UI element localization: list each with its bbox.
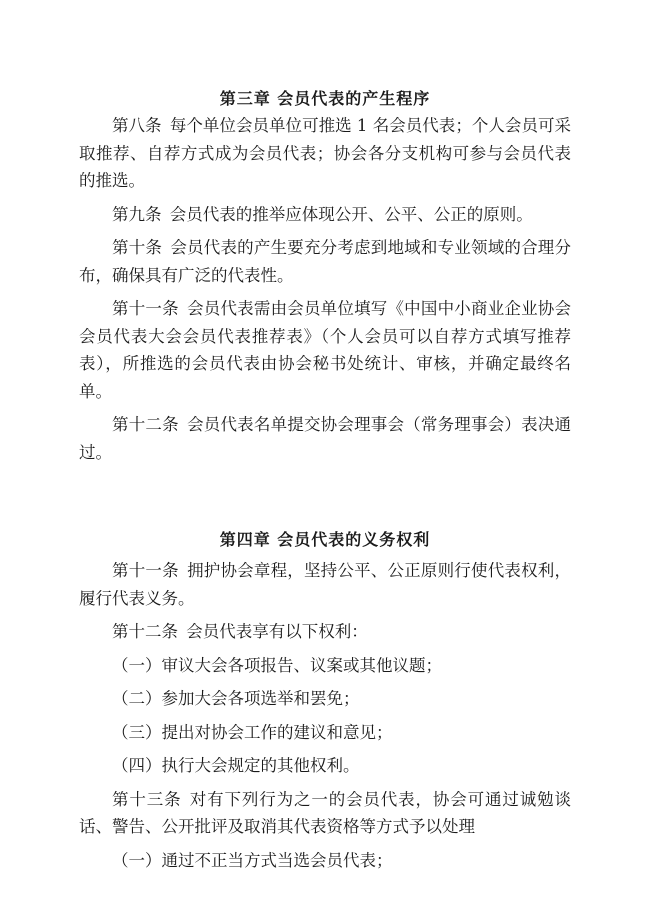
article-text: 会员代表的推举应体现公开、公平、公正的原则。 <box>169 204 533 224</box>
item-text: 执行大会规定的其他权利。 <box>161 756 360 775</box>
chapter-4-title: 第四章 会员代表的义务权利 <box>219 530 431 549</box>
article-text: 会员代表需由会员单位填写《中国中小商业企业协会会员代表大会会员代表推荐表》（个人会员可以自荐方式填写推荐表），所推选的会员代表由协会秘书处统计、审核，并确定最终名单。 <box>79 299 572 401</box>
article-12 <box>79 411 571 466</box>
chapter-4 <box>79 527 571 874</box>
section-spacer <box>79 473 571 527</box>
article-label: 第八条 <box>112 116 162 135</box>
item-text: 审议大会各项报告、议案或其他议题； <box>161 655 442 675</box>
article-10 <box>79 234 571 289</box>
article-label: 第十一条 <box>112 561 179 580</box>
article-text: 会员代表享有以下权利： <box>186 622 368 641</box>
article-9 <box>79 201 571 229</box>
right-item-3 <box>79 719 571 747</box>
item-label: （四） <box>112 756 162 775</box>
article-8 <box>79 112 571 195</box>
article-12-rights <box>79 618 571 646</box>
item-label: （二） <box>112 689 162 708</box>
article-label: 第九条 <box>112 204 162 224</box>
item-text: 参加大会各项选举和罢免； <box>161 689 360 708</box>
chapter-3-title: 第三章 会员代表的产生程序 <box>219 89 431 108</box>
item-text: 提出对协会工作的建议和意见； <box>161 722 393 742</box>
item-label: （一） <box>112 655 162 675</box>
item-text: 通过不正当方式当选会员代表； <box>161 850 393 870</box>
article-label: 第十三条 <box>112 789 182 809</box>
article-label: 第十条 <box>112 238 163 257</box>
article-13 <box>79 786 571 841</box>
article-text: 对有下列行为之一的会员代表，协会可通过诚勉谈话、警告、公开批评及取消其代表资格等方式予以处理 <box>79 789 572 836</box>
chapter-3 <box>79 86 571 466</box>
article-text: 会员代表的产生要充分考虑到地域和专业领域的合理分布，确保具有广泛的代表性。 <box>79 238 572 285</box>
article-11 <box>79 295 571 405</box>
item-label: （三） <box>112 722 162 742</box>
right-item-4 <box>79 752 571 780</box>
article-text: 拥护协会章程，坚持公平、公正原则行使代表权利，履行代表义务。 <box>79 561 572 608</box>
article-11-duty <box>79 557 571 612</box>
article-label: 第十二条 <box>112 622 178 641</box>
penalty-item-1 <box>79 847 571 875</box>
article-label: 第十一条 <box>112 299 179 318</box>
article-label: 第十二条 <box>112 415 179 434</box>
item-label: （一） <box>112 850 162 870</box>
article-text: 每个单位会员单位可推选 1 名会员代表；个人会员可采取推荐、自荐方式成为会员代表；协会各分支机构可参与会员代表的推选。 <box>79 116 571 190</box>
right-item-2 <box>79 685 571 713</box>
article-text: 会员代表名单提交协会理事会（常务理事会）表决通过。 <box>79 415 572 462</box>
right-item-1 <box>79 652 571 680</box>
